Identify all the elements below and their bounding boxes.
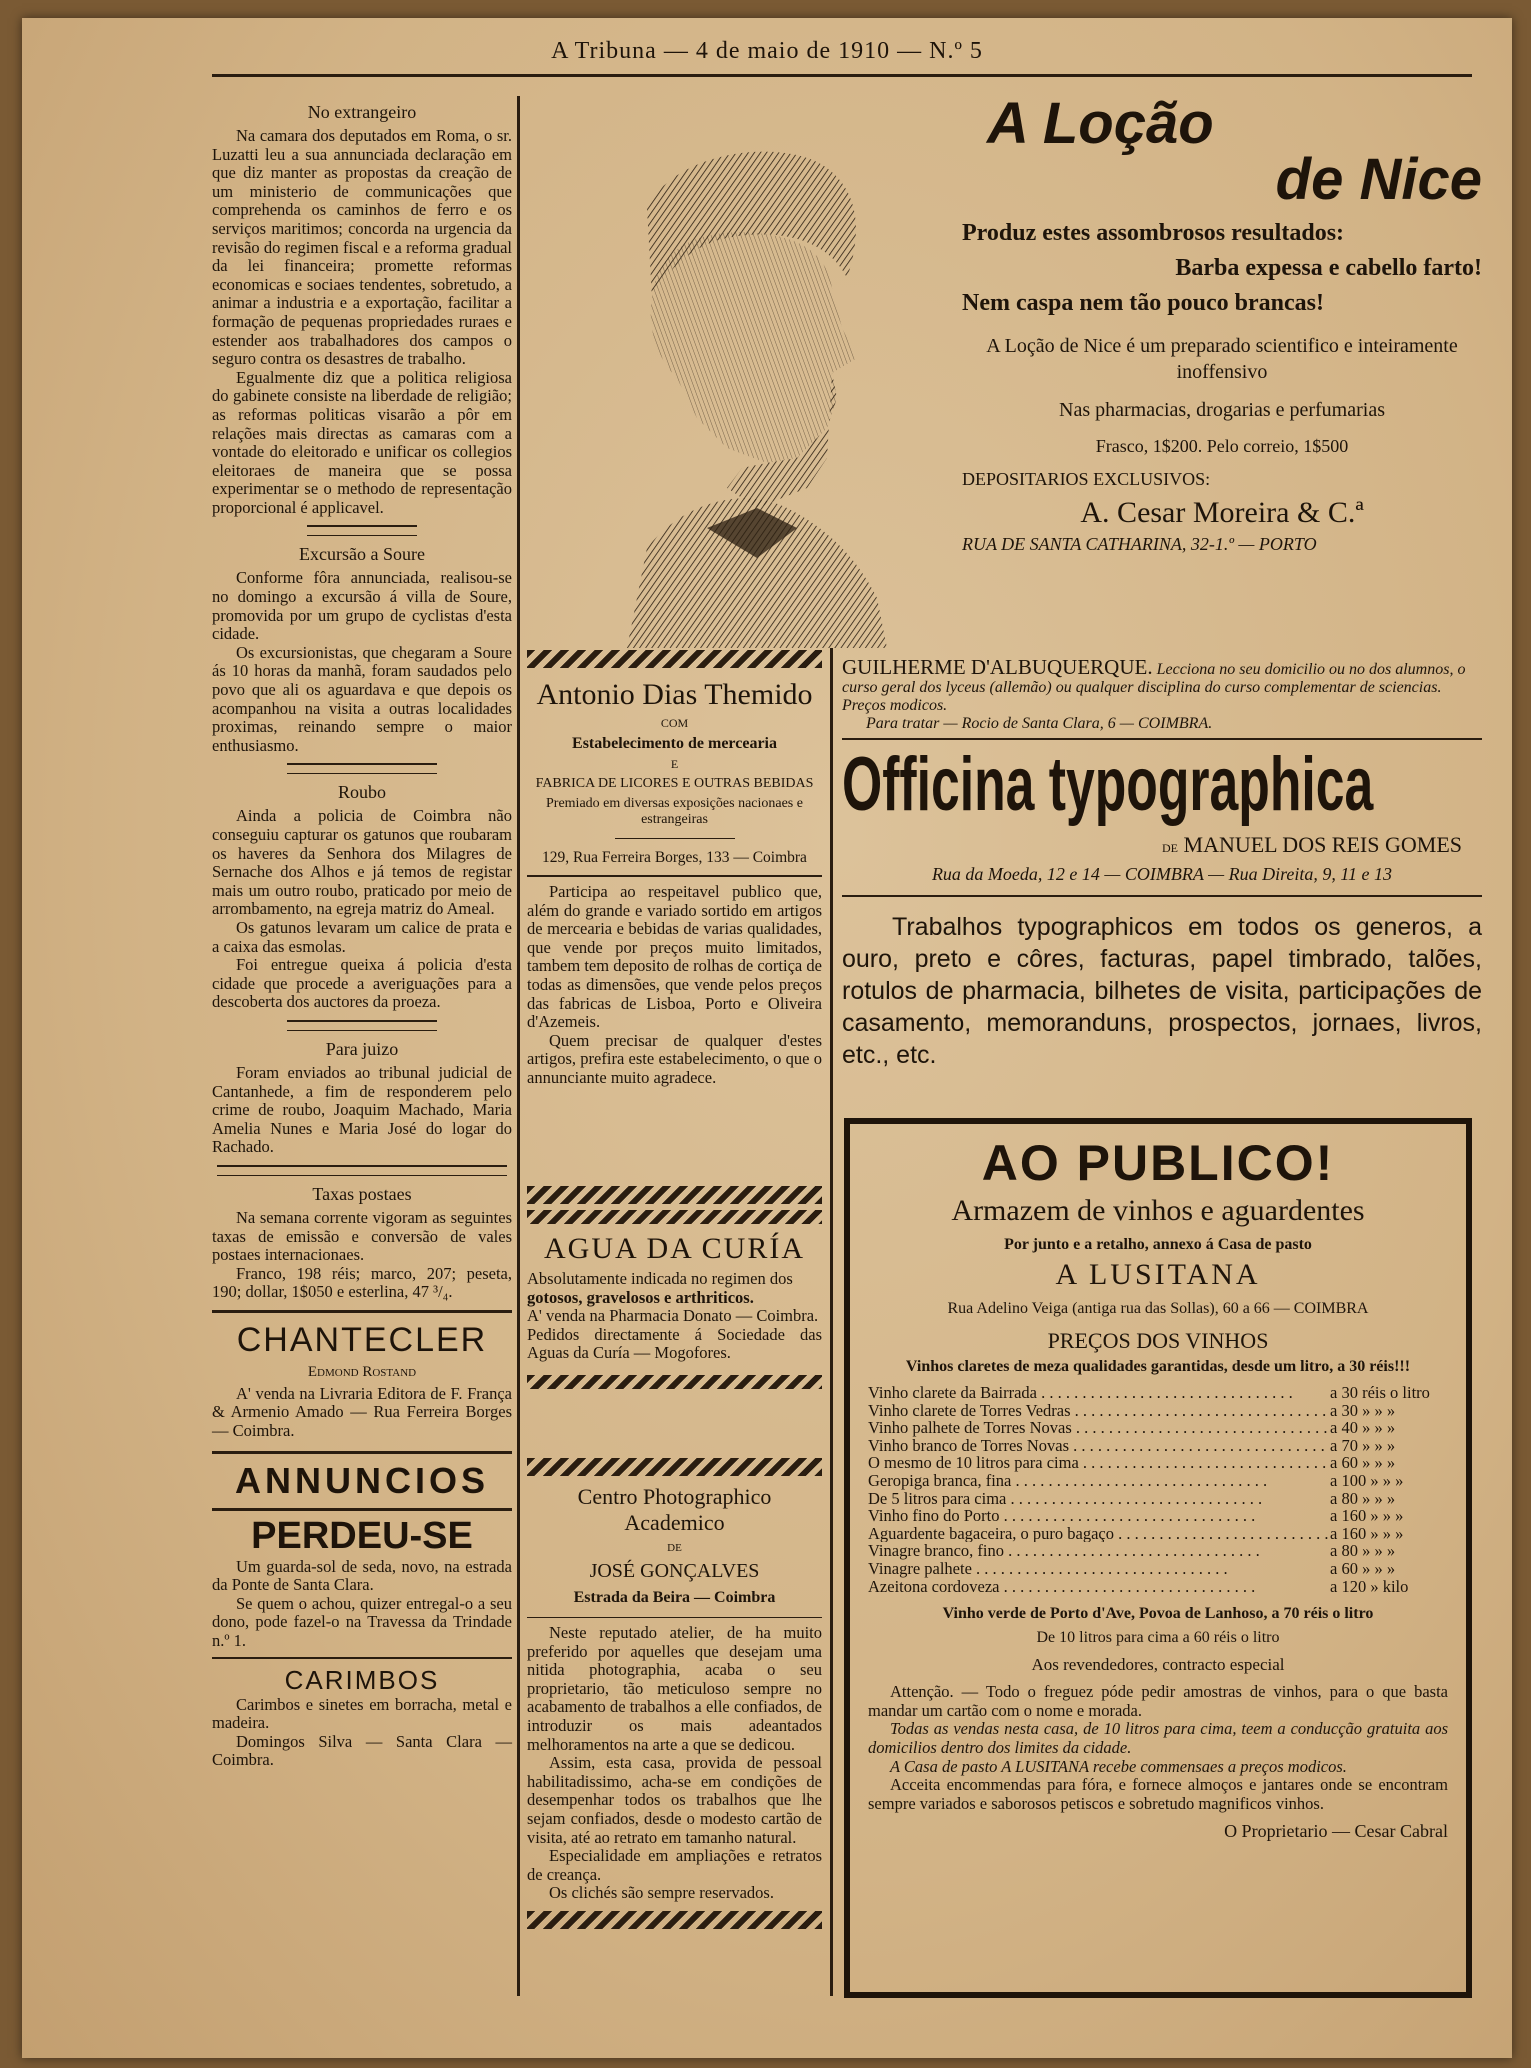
- photo-text: Especialidade em ampliações e retratos de creança.: [527, 1846, 822, 1884]
- rule: [527, 875, 822, 877]
- ornament-border: [527, 1375, 822, 1389]
- themido-line: Estabelecimento de mercearia: [572, 735, 777, 752]
- news-column: [212, 96, 512, 1770]
- themido-address: 129, Rua Ferreira Borges, 133 — Coimbra: [542, 849, 807, 866]
- photo-title: Centro Photographico Academico: [577, 1484, 772, 1535]
- header-rule: [212, 74, 1472, 77]
- wine-row: [868, 1542, 1448, 1560]
- wine-name: O mesmo de 10 litros para cima . . .: [868, 1454, 1330, 1472]
- article-paragraph: Os gatunos levaram um calice de prata e a caixa das esmolas.: [212, 917, 512, 956]
- themido-e: E: [670, 757, 679, 771]
- themido-text: Participa ao respeitavel publico que, além do grande e variado sortido em artigos de mercearia e bebidas de varias qualidades, que vende por preços muito limitados, tambem tem deposito de rolhas de cortiça de todas as dimensões, que vende pelos preços das fabricas de Lisboa, Porto e Oliveira d'Azemeis.: [527, 882, 822, 1032]
- curia-text: Absolutamente indicada no regimen dos: [527, 1269, 793, 1288]
- locao-depositario: A. Cesar Moreira & C.ª: [1080, 496, 1364, 529]
- guilherme-ad: [842, 655, 1482, 733]
- section-title-juizo: Para juizo: [325, 1038, 399, 1059]
- wine-row: [868, 1490, 1448, 1508]
- ornament-divider: [287, 763, 437, 774]
- chantecler-title: CHANTECLER: [236, 1320, 488, 1359]
- themido-line: FABRICA DE LICORES E OUTRAS BEBIDAS: [535, 776, 814, 791]
- ornament-border: [527, 1186, 822, 1204]
- perdeu-text: Um guarda-sol de seda, novo, na estrada da Ponte de Santa Clara.: [212, 1556, 512, 1595]
- publico-claim: Vinhos claretes de meza qualidades garantidas, desde um litro, a 30 réis!!!: [905, 1358, 1411, 1375]
- photo-text: Os clichés são sempre reservados.: [549, 1883, 774, 1903]
- section-rule: [212, 1508, 512, 1511]
- wine-name: Vinho branco de Torres Novas . . .: [868, 1437, 1330, 1455]
- publico-verde: Vinho verde de Porto d'Ave, Povoa de Lanhoso, a 70 réis o litro: [942, 1605, 1374, 1623]
- chantecler-text: A' venda na Livraria Editora de F. França & Armenio Amado — Rua Ferreira Borges — Coimbra.: [212, 1383, 512, 1441]
- wine-name: Azeitona cordoveza . . .: [868, 1578, 1330, 1596]
- publico-revend: Aos revendedores, contracto especial: [1031, 1655, 1285, 1675]
- themido-com: COM: [660, 716, 689, 730]
- publico-text: Attenção. — Todo o freguez póde pedir amostras de vinhos, para o que basta mandar um cartão com o nome e morada.: [868, 1682, 1448, 1720]
- wine-row: [868, 1419, 1448, 1437]
- photo-name: JOSÉ GONÇALVES: [589, 1560, 760, 1582]
- wine-name: Vinagre branco, fino . . .: [868, 1542, 1330, 1560]
- publico-address: Rua Adelino Veiga (antiga rua das Sollas), 60 a 66 — COIMBRA: [947, 1300, 1369, 1317]
- officina-address: Rua da Moeda, 12 e 14 — COIMBRA — Rua Direita, 9, 11 e 13: [931, 864, 1393, 884]
- portrait-engraving: [527, 128, 957, 648]
- rule: [615, 838, 735, 839]
- newspaper-page: [22, 18, 1512, 2058]
- curia-text-bold: gotosos, gravelosos e arthriticos.: [527, 1287, 754, 1307]
- article-paragraph: Na camara dos deputados em Roma, o sr. Luzatti leu a sua annunciada declaração em que diz manter as propostas da creação de um ministerio de communicações que comprehenda os caminhos de ferro e os serviços maritimos; concorda na urgencia da revisão do regimen fiscal e a reforma gradual da lei financeira; promette reformas economicas e sociaes tendentes, sobretudo, a animar a industria e a exportação, facilitar a formação de pequenas propriedades ruraes e estender aos trabalhadores dos campos o seguro contra os desastres de trabalho.: [212, 126, 512, 369]
- section-title-taxas: Taxas postaes: [312, 1183, 412, 1204]
- section-title-soure: Excursão a Soure: [299, 544, 425, 565]
- photo-de: DE: [667, 1542, 682, 1554]
- publico-verde2: De 10 litros para cima a 60 réis o litro: [1036, 1629, 1280, 1647]
- curia-ad: [527, 1186, 822, 1389]
- perdeu-text: Se quem o achou, quizer entregal-o a seu dono, pode fazel-o na Travessa da Trindade n.º 1.: [212, 1593, 512, 1651]
- ornament-border: [527, 1210, 822, 1224]
- locao-title-2: de Nice: [1275, 147, 1482, 212]
- section-title-roubo: Roubo: [337, 782, 386, 803]
- perdeu-title: PERDEU-SE: [251, 1514, 473, 1557]
- publico-text: A Casa de pasto A LUSITANA recebe commensaes a preços modicos.: [890, 1756, 1347, 1776]
- publico-lusitana: A LUSITANA: [1055, 1258, 1261, 1291]
- article-paragraph: Foi entregue queixa á policia d'esta cidade que procede a averiguações para a descoberta dos auctores da proeza.: [212, 955, 512, 1012]
- section-rule: [212, 1310, 512, 1313]
- wine-price: a 160 » » »: [1330, 1506, 1404, 1526]
- article-paragraph: Os excursionistas, que chegaram a Soure ás 10 horas da manhã, foram saudados pelo povo que ali os aguardava e que depois os acompanhou na visita a outras localidades proximas, reinando sempre o maior enthusiasmo.: [212, 642, 512, 755]
- locao-line: Nem caspa nem tão pouco brancas!: [962, 290, 1324, 316]
- themido-ad: [527, 650, 822, 1088]
- curia-text: Pedidos directamente á Sociedade das Aguas da Curía — Mogofores.: [527, 1324, 822, 1363]
- wine-row: [868, 1454, 1448, 1472]
- wine-price: a 30 réis o litro: [1330, 1383, 1430, 1402]
- publico-subtitle: Armazem de vinhos e aguardentes: [951, 1194, 1365, 1227]
- wine-price: a 60 » » »: [1330, 1558, 1396, 1578]
- wine-name: Aguardente bagaceira, o puro bagaço . . .: [868, 1525, 1330, 1543]
- wine-name: Vinho clarete de Torres Vedras . . .: [868, 1402, 1330, 1420]
- publico-ad: [844, 1118, 1472, 1998]
- officina-title: Officina typographica: [842, 742, 1374, 827]
- wine-price-list: [868, 1384, 1448, 1595]
- locao-price: Frasco, 1$200. Pelo correio, 1$500: [1095, 436, 1349, 456]
- section-rule: [212, 1657, 512, 1659]
- wine-price: a 40 » » »: [1330, 1418, 1396, 1438]
- publico-line: Por junto e a retalho, annexo á Casa de pasto: [1004, 1236, 1312, 1253]
- locao-line: DEPOSITARIOS EXCLUSIVOS:: [962, 469, 1211, 489]
- article-paragraph: Conforme fôra annunciada, realisou-se no domingo a excursão á villa de Soure, promovida por um grupo de cyclistas d'esta cidade.: [212, 568, 512, 644]
- themido-text: Quem precisar de qualquer d'estes artigos, prefira este estabelecimento, o que o annunciante muito agradece.: [527, 1030, 822, 1087]
- wine-price: a 80 » » »: [1330, 1541, 1396, 1561]
- locao-line: Produz estes assombrosos resultados:: [962, 220, 1345, 246]
- wine-name: Vinho clarete da Bairrada . . .: [868, 1384, 1330, 1402]
- wine-price: a 160 » » »: [1330, 1523, 1404, 1543]
- locao-line: Barba expessa e cabello farto!: [1175, 255, 1482, 281]
- section-title-extrangeiro: No extrangeiro: [307, 102, 417, 122]
- rule: [842, 895, 1482, 897]
- locao-line: Nas pharmacias, drogarias e perfumarias: [1059, 399, 1385, 421]
- ornament-divider: [287, 1020, 437, 1031]
- ornament-divider: [217, 1165, 507, 1176]
- publico-text: Acceita encommendas para fóra, e fornece almoços e jantares onde se encontram sempre variados e saborosos petiscos e sobretudo magnificos vinhos.: [868, 1775, 1448, 1813]
- carimbos-title: CARIMBOS: [284, 1664, 440, 1695]
- wine-row: [868, 1578, 1448, 1596]
- wine-row: [868, 1384, 1448, 1402]
- publico-precos: PREÇOS DOS VINHOS: [1047, 1328, 1269, 1353]
- publico-text: Todas as vendas nesta casa, de 10 litros para cima, teem a conducção gratuita aos domicilios dentro dos limites da cidade.: [868, 1719, 1448, 1757]
- photo-text: Neste reputado atelier, de ha muito preferido por aquelles que desejam uma nitida photographia, acaba o seu proprietario, tão meticuloso sempre no acabamento de trabalhos a elle confiados, de introduzir os mais adeantados melhoramentos na arte a que se dedicou.: [527, 1623, 822, 1754]
- section-rule: [212, 1451, 512, 1454]
- guilherme-name: GUILHERME D'ALBUQUERQUE.: [842, 655, 1153, 679]
- rule: [527, 1617, 822, 1618]
- wine-price: a 120 » kilo: [1330, 1576, 1409, 1596]
- portrait-image: [527, 128, 957, 648]
- publico-title: AO PUBLICO!: [981, 1135, 1335, 1191]
- publico-proprietario: O Proprietario — Cesar Cabral: [1224, 1821, 1448, 1842]
- wine-row: [868, 1525, 1448, 1543]
- curia-title: AGUA DA CURÍA: [543, 1232, 806, 1265]
- ornament-border: [527, 1911, 822, 1929]
- curia-text: A' venda na Pharmacia Donato — Coimbra.: [527, 1306, 819, 1326]
- photo-ad: [527, 1458, 822, 1929]
- carimbos-text: Domingos Silva — Santa Clara — Coimbra.: [212, 1731, 512, 1770]
- ornament-border: [527, 650, 822, 668]
- locao-title-1: A Loção: [987, 91, 1214, 156]
- wine-price: a 100 » » »: [1330, 1470, 1404, 1490]
- wine-name: Vinho fino do Porto . . .: [868, 1507, 1330, 1525]
- article-paragraph: Foram enviados ao tribunal judicial de Cantanhede, a fim de responderem pelo crime de roubo, Joaquim Machado, Maria Amelia Nunes e Maria José do logar do Rachado.: [212, 1062, 512, 1157]
- officina-ad: [842, 740, 1482, 1071]
- chantecler-author: Edmond Rostand: [307, 1363, 417, 1380]
- wine-name: Geropiga branca, fina . . .: [868, 1472, 1330, 1490]
- article-paragraph: Ainda a policia de Coimbra não conseguiu capturar os gatunos que roubaram os haveres da Senhora dos Milagres de Sernache dos Alhos e já temos de registar mais um outro roubo, praticado por meio de arrombamento, na egreja matriz do Ameal.: [212, 806, 512, 919]
- officina-owner: MANUEL DOS REIS GOMES: [1183, 832, 1462, 857]
- wine-price: a 70 » » »: [1330, 1435, 1396, 1455]
- column-rule-1: [517, 96, 520, 1996]
- ornament-border: [527, 1458, 822, 1476]
- column-rule-2: [830, 648, 833, 1996]
- wine-name: Vinho palhete de Torres Novas . . .: [868, 1419, 1330, 1437]
- article-paragraph: Egualmente diz que a politica religiosa do gabinete consiste na liberdade de religião; as reformas politicas visarão a pôr em relações mais directas as camaras com a vontade do eleitorado e unificar os collegios eleitoraes de maneira que se possa experimentar se o methodo de representação proporcional é applicavel.: [212, 367, 512, 517]
- carimbos-text: Carimbos e sinetes em borracha, metal e madeira.: [212, 1694, 512, 1733]
- wine-row: [868, 1402, 1448, 1420]
- photo-text: Assim, esta casa, provida de pessoal habilitadissimo, acha-se em condições de desempenhar todos os trabalhos que lhe sejam confiados, desde o modesto cartão de visita, até ao retrato em tamanho natural.: [527, 1753, 822, 1847]
- wine-row: [868, 1507, 1448, 1525]
- themido-name: Antonio Dias Themido: [536, 678, 813, 711]
- locao-address: RUA DE SANTA CATHARINA, 32-1.º — PORTO: [962, 534, 1317, 554]
- article-paragraph: Na semana corrente vigoram as seguintes taxas de emissão e conversão de vales postaes internacionaes.: [212, 1207, 512, 1265]
- wine-price: a 30 » » »: [1330, 1400, 1396, 1420]
- annuncios-heading: ANNUNCIOS: [234, 1459, 489, 1501]
- running-head: A Tribuna — 4 de maio de 1910 — N.º 5: [551, 38, 983, 64]
- wine-name: Vinagre palhete . . .: [868, 1560, 1330, 1578]
- themido-line: Premiado em diversas exposições nacionaes e estrangeiras: [546, 796, 803, 827]
- locao-ad: [962, 91, 1482, 555]
- article-paragraph: Franco, 198 réis; marco, 207; peseta, 190; dollar, 1$050 e esterlina, 47 ³/₄.: [212, 1263, 512, 1302]
- wine-row: [868, 1472, 1448, 1490]
- wine-price: a 80 » » »: [1330, 1488, 1396, 1508]
- photo-address: Estrada da Beira — Coimbra: [573, 1589, 776, 1606]
- officina-text: Trabalhos typographicos em todos os generos, a ouro, preto e côres, facturas, papel timbrado, talões, rotulos de pharmacia, bilhetes de visita, participações de casamento, memoranduns, prospectos, jornaes, livros, etc., etc.: [842, 913, 1482, 1069]
- wine-price: a 60 » » »: [1330, 1453, 1396, 1473]
- officina-de: DE: [1162, 841, 1179, 855]
- locao-line: A Loção de Nice é um preparado scientifico e inteiramente inoffensivo: [986, 335, 1458, 383]
- wine-row: [868, 1560, 1448, 1578]
- ornament-divider: [307, 525, 417, 536]
- guilherme-text: Lecciona no seu domicilio ou no dos alumnos, o curso geral dos lyceus (allemão) ou qualquer disciplina do curso complementar de sciencias. Preços modicos.: [842, 661, 1466, 714]
- wine-row: [868, 1437, 1448, 1455]
- guilherme-contact: Para tratar — Rocio de Santa Clara, 6 — COIMBRA.: [866, 715, 1213, 732]
- wine-name: De 5 litros para cima . . .: [868, 1490, 1330, 1508]
